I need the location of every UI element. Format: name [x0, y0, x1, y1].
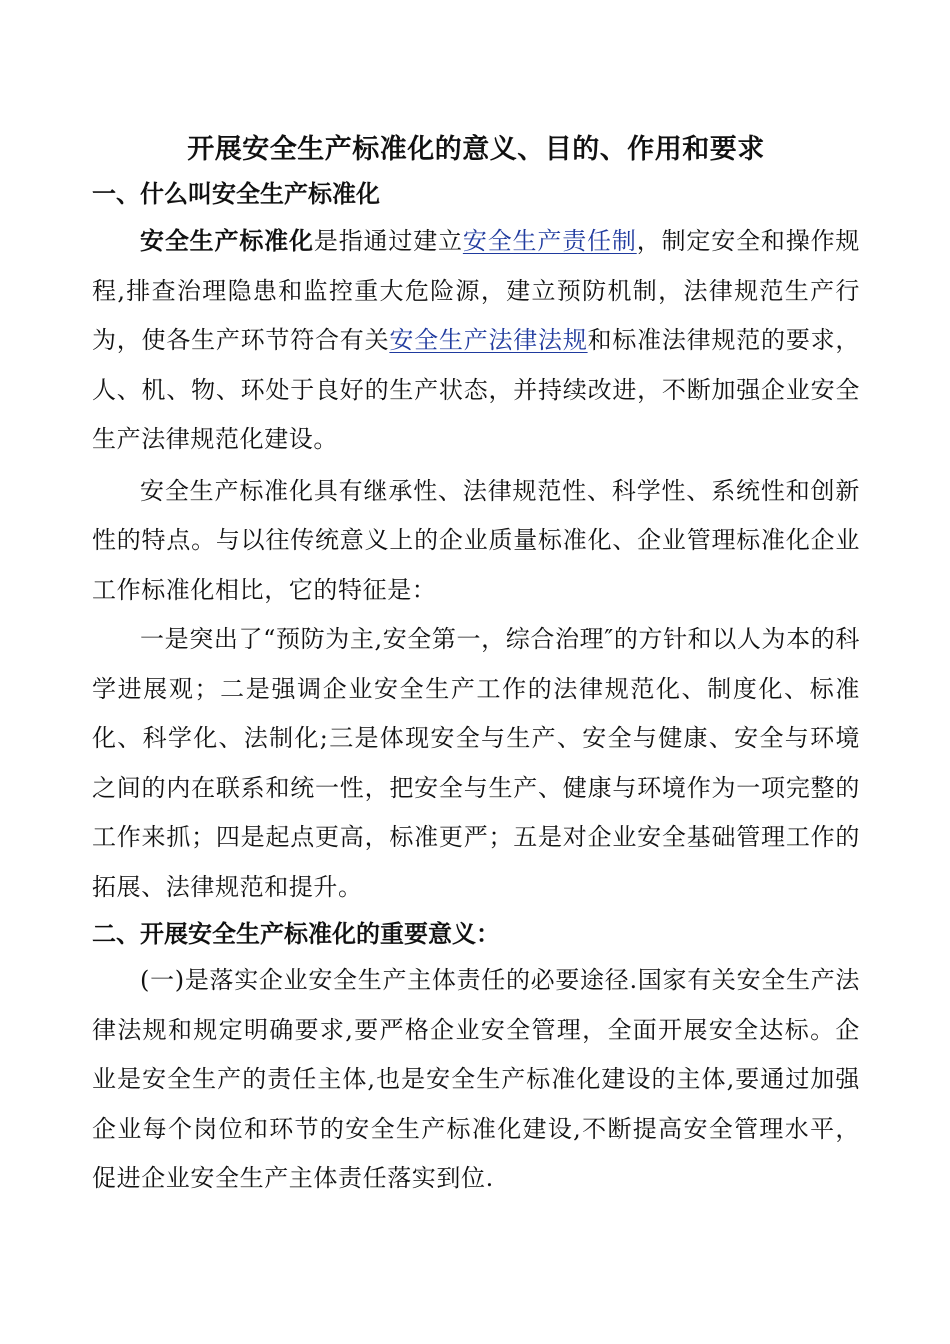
paragraph-characteristics: 安全生产标准化具有继承性、法律规范性、科学性、系统性和创新性的特点。与以往传统意义上的企业质量标准化、企业管理标准化企业工作标准化相比，它的特征是：	[92, 476, 860, 604]
defined-term: 安全生产标准化	[140, 226, 314, 255]
link-safety-laws-regulations[interactable]: 安全生产法律法规	[389, 326, 588, 354]
section-heading-1: 一、什么叫安全生产标准化	[92, 179, 380, 208]
link-safety-responsibility-system[interactable]: 安全生产责任制	[462, 227, 637, 255]
paragraph-text: ，制定安全和操作规程,排查治理隐患和监控重大危险源，建立预防机制，法律规范生产行为，使各生产环节符合有关	[92, 227, 861, 354]
paragraph-significance-1: (一)是落实企业安全生产主体责任的必要途径.国家有关安全生产法律法规和规定明确要求,要严格企业安全管理，全面开展安全达标。企业是安全生产的责任主体,也是安全生产标准化建设的主体,要通过加强企业每个岗位和环节的安全生产标准化建设,不断提高安全管理水平，促进企业安全生产主体责任落实到位.	[92, 966, 860, 1192]
document-page	[92, 128, 860, 1204]
document-title: 开展安全生产标准化的意义、目的、作用和要求	[187, 134, 765, 165]
section-heading-2: 二、开展安全生产标准化的重要意义：	[92, 919, 500, 948]
paragraph-text: 是指通过建立	[313, 227, 463, 255]
paragraph-definition	[92, 216, 860, 465]
paragraph-features: 一是突出了“预防为主,安全第一，综合治理″的方针和以人为本的科学进展观；二是强调企业安全生产工作的法律规范化、制度化、标准化、科学化、法制化;三是体现安全与生产、安全与健康、安全与环境之间的内在联系和统一性，把安全与生产、健康与环境作为一项完整的工作来抓；四是起点更高，标准更严；五是对企业安全基础管理工作的拓展、法律规范和提升。	[92, 625, 860, 901]
paragraph-text: 和标准法律规范的要求，人、机、物、环处于良好的生产状态，并持续改进，不断加强企业安全生产法律规范化建设。	[92, 326, 860, 453]
